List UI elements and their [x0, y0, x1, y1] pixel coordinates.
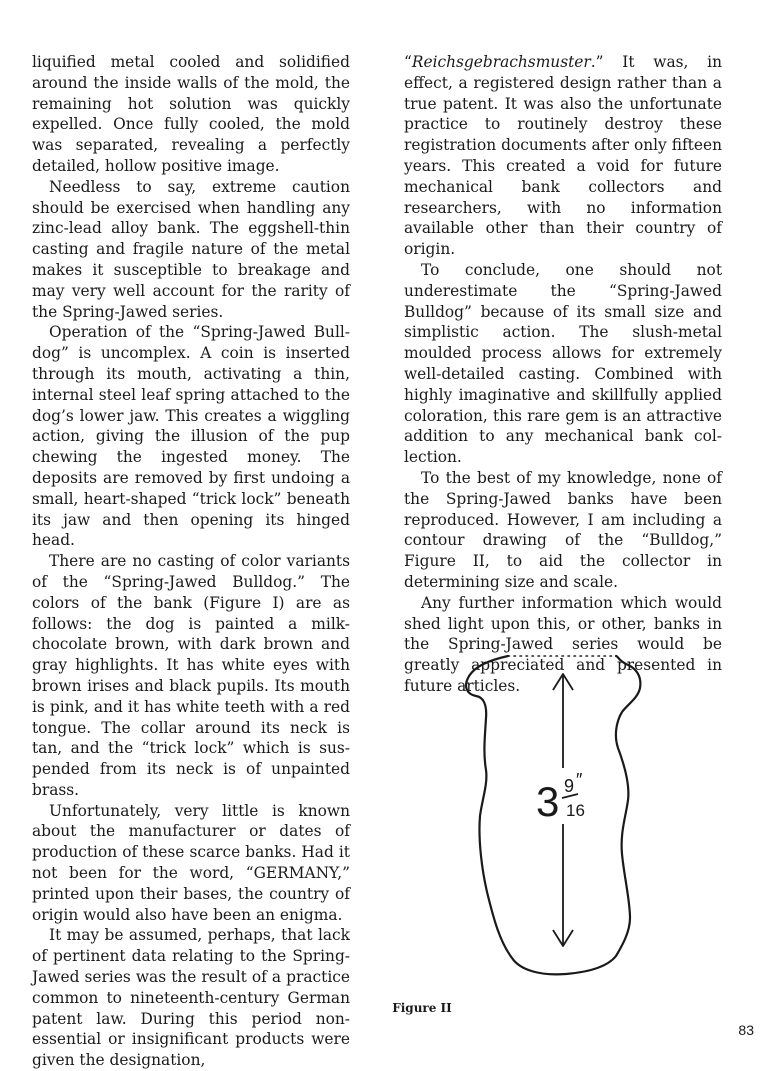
paragraph: Needless to say, extreme caution should be exercised when handling any zinc-lead alloy bank. The eggshell-thin casting and fragile nature of the metal makes it susceptible to breakage and may very well account for the rarity of the Spring-Jawed series.	[32, 177, 350, 321]
paragraph: Unfortunately, very little is known about the manufacturer or dates of production of these scarce banks. Had it not been for the word, “GERMANY,” printed upon their bases, the country of origin would also have been an enigma.	[32, 801, 350, 924]
dimension-unit: ″	[576, 770, 583, 790]
paragraph: To the best of my knowledge, none of the Spring-Jawed banks have been reproduced. However, I am including a contour drawing of the “Bulldog,” Figure II, to aid the collector in determining size and scale.	[404, 468, 722, 591]
page-number: 83	[738, 1022, 754, 1038]
paragraph-text: .” It was, in effect, a registered design rather than a true patent. It was also the unfortunate practice to routinely destroy these registration documents after only fifteen years. This created a void for future mechanical bank collectors and researchers, with no information available other than their country of origin.	[404, 53, 722, 259]
bulldog-contour-drawing	[440, 640, 680, 980]
paragraph: It may be assumed, perhaps, that lack of pertinent data relating to the Spring-Jawed series was the result of a practice common to nineteenth-century German patent law. During this period non-essential or insignificant products were given the designation,	[32, 926, 350, 1070]
left-column	[32, 52, 350, 1071]
paragraph: Operation of the “Spring-Jawed Bulldog” is uncomplex. A coin is inserted through its mouth, activating a thin, internal steel leaf spring attached to the dog’s lower jaw. This creates a wiggling action, giving the illusion of the pup chewing the ingested money. The deposits are removed by first undoing a small, heart-shaped “trick lock” beneath its jaw and then opening its hinged head.	[32, 323, 350, 550]
italic-term: Reichsgebrachsmuster	[411, 53, 591, 71]
figure-caption: Figure II	[392, 1001, 452, 1015]
paragraph: There are no casting of color variants of the “Spring-Jawed Bulldog.” The colors of the bank (Figure I) are as follows: the dog is painted a milk-chocolate brown, with dark brown and gray highlights. It has white eyes with brown irises and black pupils. Its mouth is pink, and it has white teeth with a red tongue. The collar around its neck is tan, and the “trick lock” which is suspended from its neck is of unpainted brass.	[32, 552, 350, 799]
dimension-denominator: 16	[566, 801, 585, 820]
dimension-whole: 3	[536, 778, 560, 825]
right-column	[404, 52, 722, 697]
dimension-numerator: 9	[564, 776, 575, 796]
paragraph: liquified metal cooled and solidified around the inside walls of the mold, the remaining hot solution was quickly expelled. Once fully cooled, the mold was separated, revealing a perfectly detailed, hollow positive image.	[32, 53, 350, 175]
paragraph: To conclude, one should not underestimate the “Spring-Jawed Bulldog” because of its small size and simplistic action. The slush-metal moulded process allows for extremely well-detailed casting. Combined with highly imaginative and skillfully applied coloration, this rare gem is an attractive addition to any mechanical bank collection.	[404, 260, 722, 467]
paragraph-continued: “Reichsgebrachsmuster.” It was, in effect, a registered design rather than a true patent. It was also the unfortunate practice to routinely destroy these registration documents after only fifteen years. This created a void for future mechanical bank collectors and researchers, with no information available other than their country of origin.	[404, 53, 722, 259]
figure-bulldog-contour	[440, 640, 680, 980]
paragraph: Any further information which would shed light upon this, or other, banks in the Spring-Jawed series would be greatly appreciated and presented in future articles.	[404, 593, 722, 695]
